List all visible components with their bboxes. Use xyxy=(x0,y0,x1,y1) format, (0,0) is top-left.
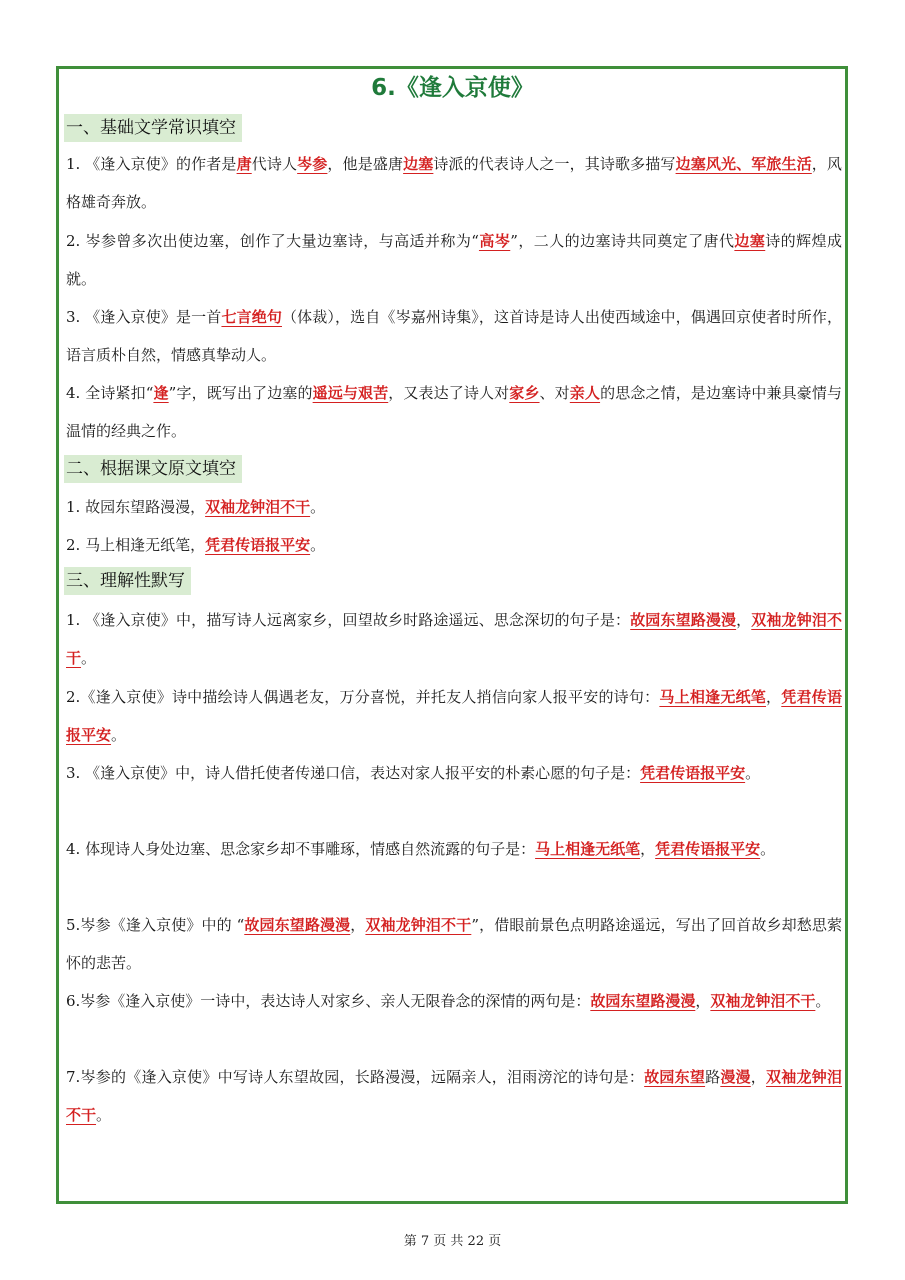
paragraph-2: 2. 岑参曾多次出使边塞，创作了大量边塞诗，与高适并称为“高岑”，二人的边塞诗共同奠定了唐代边塞诗的辉煌成就。 xyxy=(66,232,842,288)
paragraph-1: 1. 《逢入京使》的作者是唐代诗人岑参，他是盛唐边塞诗派的代表诗人之一，其诗歌多描写边塞风光、军旅生活，风格雄奇奔放。 xyxy=(66,155,842,211)
section-heading-basic-knowledge: 一、基础文学常识填空 xyxy=(64,114,242,142)
fill-line-1: 1. 故园东望路漫漫，双袖龙钟泪不干。 xyxy=(66,498,326,516)
page-title: 6.《逢入京使》 xyxy=(371,75,534,101)
paragraph-4: 4. 全诗紧扣“逢”字，既写出了边塞的遥远与艰苦，又表达了诗人对家乡、对亲人的思念之情，是边塞诗中兼具豪情与温情的经典之作。 xyxy=(66,384,842,440)
comprehension-item-2: 2.《逢入京使》诗中描绘诗人偶遇老友，万分喜悦，并托友人捎信向家人报平安的诗句：马上相逢无纸笔，凭君传语报平安。 xyxy=(66,688,842,744)
comprehension-item-1: 1. 《逢入京使》中，描写诗人远离家乡，回望故乡时路途遥远、思念深切的句子是：故园东望路漫漫，双袖龙钟泪不干。 xyxy=(66,611,842,667)
comprehension-item-5: 5.岑参《逢入京使》中的 “故园东望路漫漫，双袖龙钟泪不干”，借眼前景色点明路途遥远，写出了回首故乡却愁思萦怀的悲苦。 xyxy=(66,916,842,972)
comprehension-item-6: 6.岑参《逢入京使》一诗中，表达诗人对家乡、亲人无限眷念的深情的两句是：故园东望路漫漫，双袖龙钟泪不干。 xyxy=(66,992,831,1010)
comprehension-item-3: 3. 《逢入京使》中，诗人借托使者传递口信，表达对家人报平安的朴素心愿的句子是：凭君传语报平安。 xyxy=(66,764,761,782)
paragraph-3: 3. 《逢入京使》是一首七言绝句（体裁），选自《岑嘉州诗集》，这首诗是诗人出使西域途中，偶遇回京使者时所作，语言质朴自然，情感真挚动人。 xyxy=(66,308,842,364)
section-heading-comprehension: 三、理解性默写 xyxy=(64,567,191,595)
fill-line-2: 2. 马上相逢无纸笔，凭君传语报平安。 xyxy=(66,536,326,554)
comprehension-item-7: 7.岑参的《逢入京使》中写诗人东望故园，长路漫漫，远隔亲人，泪雨滂沱的诗句是：故园东望路漫漫，双袖龙钟泪不干。 xyxy=(66,1068,842,1124)
page-number: 第 7 页 共 22 页 xyxy=(403,1234,502,1249)
comprehension-item-4: 4. 体现诗人身处边塞、思念家乡却不事雕琢，情感自然流露的句子是：马上相逢无纸笔，凭君传语报平安。 xyxy=(66,840,776,858)
section-heading-original-text: 二、根据课文原文填空 xyxy=(64,455,242,483)
